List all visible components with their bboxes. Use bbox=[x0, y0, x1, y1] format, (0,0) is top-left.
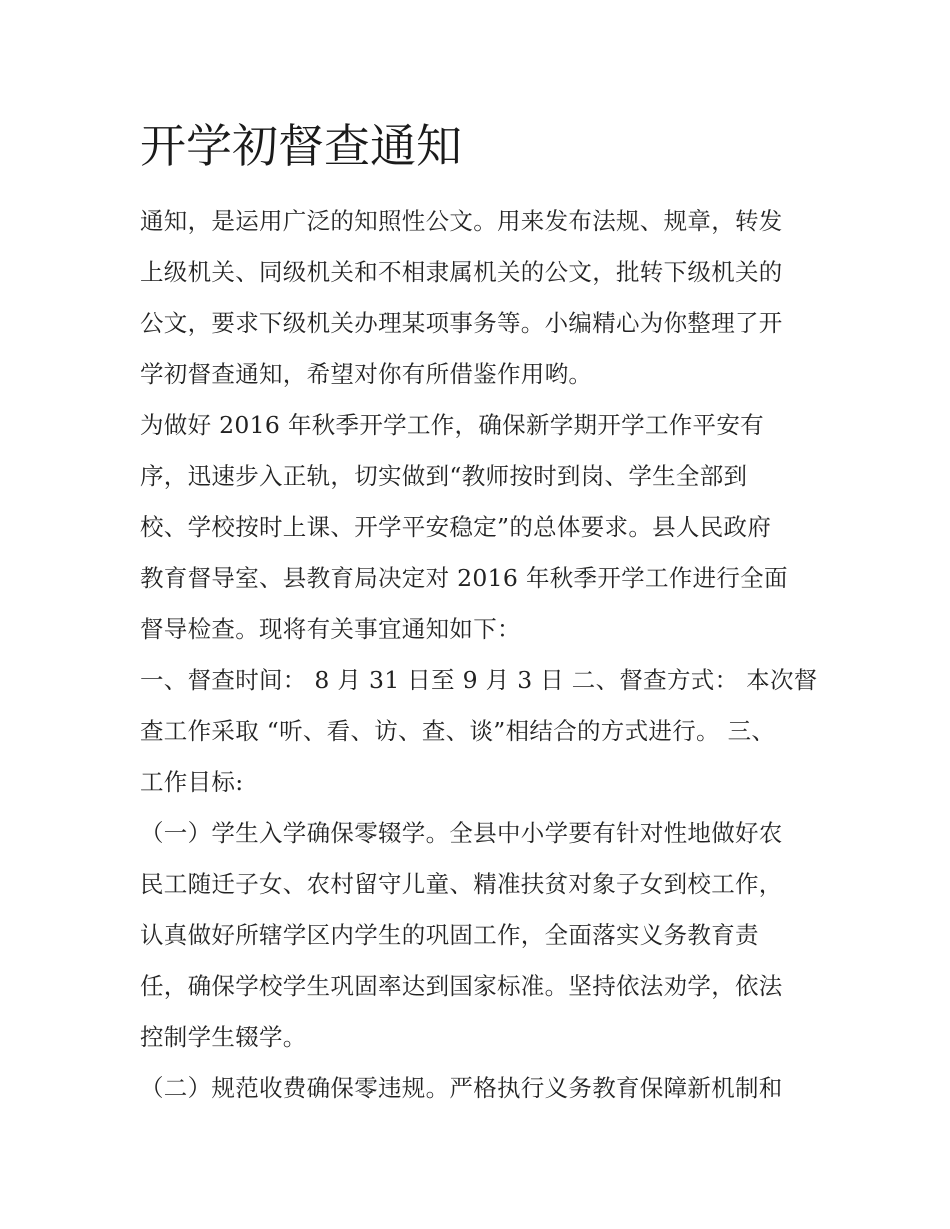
body-line: 序，迅速步入正轨，切实做到“教师按时到岗、学生全部到 bbox=[140, 462, 748, 490]
body-line: （二）规范收费确保零违规。严格执行义务教育保障新机制和 bbox=[140, 1074, 783, 1102]
body-line: 上级机关、同级机关和不相隶属机关的公文，批转下级机关的 bbox=[140, 258, 783, 286]
body-line: 督导检查。现将有关事宜通知如下： bbox=[140, 615, 521, 643]
body-line: 为做好 2016 年秋季开学工作，确保新学期开学工作平安有 bbox=[140, 411, 764, 439]
body-line: 通知，是运用广泛的知照性公文。用来发布法规、规章，转发 bbox=[140, 207, 783, 235]
body-line: 公文，要求下级机关办理某项事务等。小编精心为你整理了开 bbox=[140, 309, 783, 337]
body-line: 学初督查通知，希望对你有所借鉴作用哟。 bbox=[140, 360, 593, 388]
body-line: （一）学生入学确保零辍学。全县中小学要有针对性地做好农 bbox=[140, 819, 783, 847]
body-line: 校、学校按时上课、开学平安稳定”的总体要求。县人民政府 bbox=[140, 513, 772, 541]
body-line: 工作目标: bbox=[140, 768, 244, 796]
body-line: 教育督导室、县教育局决定对 2016 年秋季开学工作进行全面 bbox=[140, 564, 788, 592]
body-line: 控制学生辍学。 bbox=[140, 1023, 307, 1051]
body-line: 民工随迁子女、农村留守儿童、精准扶贫对象子女到校工作， bbox=[140, 870, 783, 898]
body-line: 任，确保学校学生巩固率达到国家标准。坚持依法劝学，依法 bbox=[140, 972, 783, 1000]
body-line: 一、督查时间： 8 月 31 日至 9 月 3 日 二、督查方式： 本次督 bbox=[140, 666, 818, 694]
body-line: 查工作采取 “听、看、访、查、谈”相结合的方式进行。 三、 bbox=[140, 717, 776, 745]
body-line: 认真做好所辖学区内学生的巩固工作，全面落实义务教育责 bbox=[140, 921, 759, 949]
document-title: 开学初督查通知 bbox=[140, 119, 462, 173]
